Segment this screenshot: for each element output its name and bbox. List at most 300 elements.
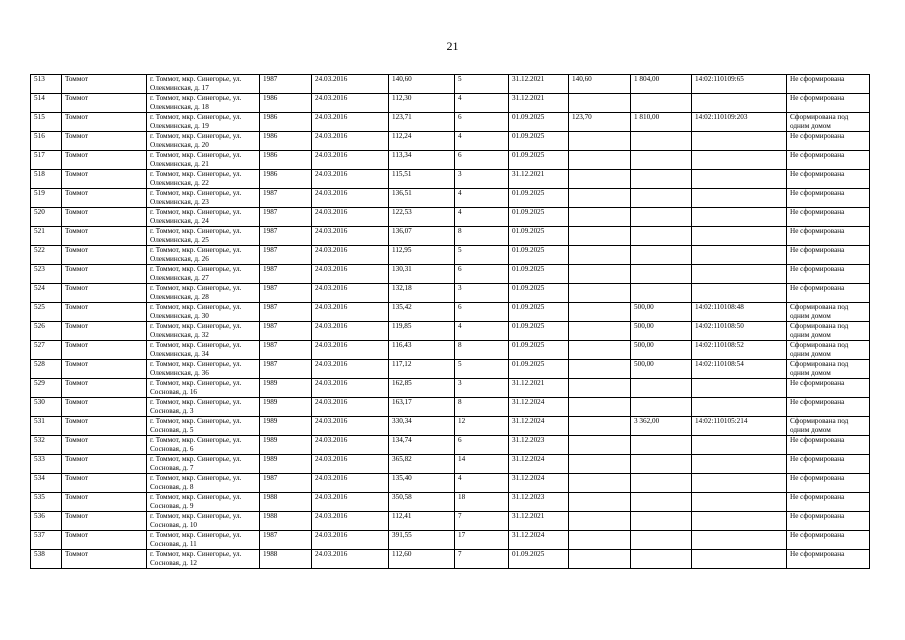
table-row xyxy=(31,246,870,265)
table-row xyxy=(31,265,870,284)
count-cell: 4 xyxy=(455,94,509,113)
city-cell: Томмот xyxy=(62,132,147,151)
table-row xyxy=(31,151,870,170)
cost-cell: 1 810,00 xyxy=(631,113,692,132)
count-cell: 7 xyxy=(455,512,509,531)
city-cell: Томмот xyxy=(62,398,147,417)
date-cell: 24.03.2016 xyxy=(312,493,389,512)
area-cell: 123,71 xyxy=(389,113,455,132)
row-number-cell: 532 xyxy=(31,436,62,455)
build-year-cell: 1987 xyxy=(260,75,312,94)
build-year-cell: 1987 xyxy=(260,360,312,379)
table-row xyxy=(31,436,870,455)
area-cell: 136,07 xyxy=(389,227,455,246)
city-cell: Томмот xyxy=(62,170,147,189)
deadline-cell: 01.09.2025 xyxy=(509,113,569,132)
date-cell: 24.03.2016 xyxy=(312,75,389,94)
row-number-cell: 514 xyxy=(31,94,62,113)
area-cell: 132,18 xyxy=(389,284,455,303)
deadline-cell: 01.09.2025 xyxy=(509,132,569,151)
address-cell: г. Томмот, мкр. Синегорье, ул. Олекминская, д. 24 xyxy=(147,208,260,227)
deadline-cell: 01.09.2025 xyxy=(509,322,569,341)
table-row xyxy=(31,531,870,550)
deadline-cell: 01.09.2025 xyxy=(509,341,569,360)
build-year-cell: 1988 xyxy=(260,550,312,569)
row-number-cell: 524 xyxy=(31,284,62,303)
cost-cell xyxy=(631,436,692,455)
date-cell: 24.03.2016 xyxy=(312,189,389,208)
cost-cell xyxy=(631,398,692,417)
area-cell: 115,51 xyxy=(389,170,455,189)
cadastral-number-cell: 14:02:110108:48 xyxy=(692,303,787,322)
date-cell: 24.03.2016 xyxy=(312,455,389,474)
cost-cell xyxy=(631,151,692,170)
build-year-cell: 1988 xyxy=(260,493,312,512)
land-area-cell xyxy=(569,341,631,360)
cadastral-number-cell xyxy=(692,512,787,531)
build-year-cell: 1987 xyxy=(260,227,312,246)
cadastral-number-cell: 14:02:110108:52 xyxy=(692,341,787,360)
row-number-cell: 513 xyxy=(31,75,62,94)
address-cell: г. Томмот, мкр. Синегорье, ул. Олекминская, д. 22 xyxy=(147,170,260,189)
row-number-cell: 538 xyxy=(31,550,62,569)
build-year-cell: 1987 xyxy=(260,303,312,322)
cost-cell xyxy=(631,94,692,113)
city-cell: Томмот xyxy=(62,474,147,493)
area-cell: 135,42 xyxy=(389,303,455,322)
area-cell: 112,60 xyxy=(389,550,455,569)
land-area-cell: 123,70 xyxy=(569,113,631,132)
date-cell: 24.03.2016 xyxy=(312,265,389,284)
area-cell: 112,30 xyxy=(389,94,455,113)
cost-cell: 500,00 xyxy=(631,360,692,379)
row-number-cell: 518 xyxy=(31,170,62,189)
cadastral-number-cell xyxy=(692,265,787,284)
area-cell: 365,82 xyxy=(389,455,455,474)
address-cell: г. Томмот, мкр. Синегорье, ул. Олекминская, д. 18 xyxy=(147,94,260,113)
deadline-cell: 31.12.2024 xyxy=(509,474,569,493)
land-area-cell xyxy=(569,474,631,493)
status-cell: Не сформирована xyxy=(787,455,870,474)
row-number-cell: 533 xyxy=(31,455,62,474)
status-cell: Не сформирована xyxy=(787,398,870,417)
land-area-cell xyxy=(569,436,631,455)
area-cell: 330,34 xyxy=(389,417,455,436)
area-cell: 136,51 xyxy=(389,189,455,208)
cadastral-number-cell: 14:02:110108:50 xyxy=(692,322,787,341)
land-area-cell xyxy=(569,531,631,550)
status-cell: Не сформирована xyxy=(787,550,870,569)
row-number-cell: 521 xyxy=(31,227,62,246)
row-number-cell: 536 xyxy=(31,512,62,531)
cost-cell xyxy=(631,455,692,474)
deadline-cell: 31.12.2021 xyxy=(509,75,569,94)
area-cell: 113,34 xyxy=(389,151,455,170)
address-cell: г. Томмот, мкр. Синегорье, ул. Олекминская, д. 20 xyxy=(147,132,260,151)
deadline-cell: 31.12.2024 xyxy=(509,417,569,436)
table-row xyxy=(31,341,870,360)
count-cell: 8 xyxy=(455,227,509,246)
city-cell: Томмот xyxy=(62,227,147,246)
count-cell: 4 xyxy=(455,208,509,227)
cadastral-number-cell xyxy=(692,531,787,550)
status-cell: Сформирована под одним домом xyxy=(787,360,870,379)
cadastral-number-cell xyxy=(692,246,787,265)
city-cell: Томмот xyxy=(62,284,147,303)
area-cell: 162,85 xyxy=(389,379,455,398)
status-cell: Сформирована под одним домом xyxy=(787,303,870,322)
count-cell: 3 xyxy=(455,170,509,189)
date-cell: 24.03.2016 xyxy=(312,550,389,569)
table-row xyxy=(31,189,870,208)
city-cell: Томмот xyxy=(62,322,147,341)
status-cell: Не сформирована xyxy=(787,512,870,531)
status-cell: Не сформирована xyxy=(787,265,870,284)
build-year-cell: 1987 xyxy=(260,284,312,303)
cost-cell xyxy=(631,170,692,189)
cadastral-number-cell xyxy=(692,170,787,189)
area-cell: 350,58 xyxy=(389,493,455,512)
land-area-cell xyxy=(569,284,631,303)
city-cell: Томмот xyxy=(62,493,147,512)
count-cell: 6 xyxy=(455,265,509,284)
area-cell: 119,85 xyxy=(389,322,455,341)
count-cell: 17 xyxy=(455,531,509,550)
status-cell: Не сформирована xyxy=(787,379,870,398)
deadline-cell: 31.12.2024 xyxy=(509,398,569,417)
status-cell: Не сформирована xyxy=(787,132,870,151)
address-cell: г. Томмот, мкр. Синегорье, ул. Олекминская, д. 25 xyxy=(147,227,260,246)
address-cell: г. Томмот, мкр. Синегорье, ул. Сосновая, д. 5 xyxy=(147,417,260,436)
land-area-cell xyxy=(569,132,631,151)
address-cell: г. Томмот, мкр. Синегорье, ул. Олекминская, д. 28 xyxy=(147,284,260,303)
count-cell: 8 xyxy=(455,398,509,417)
build-year-cell: 1987 xyxy=(260,208,312,227)
land-area-cell xyxy=(569,303,631,322)
deadline-cell: 31.12.2023 xyxy=(509,493,569,512)
cadastral-number-cell xyxy=(692,455,787,474)
row-number-cell: 527 xyxy=(31,341,62,360)
cost-cell xyxy=(631,531,692,550)
build-year-cell: 1987 xyxy=(260,246,312,265)
address-cell: г. Томмот, мкр. Синегорье, ул. Сосновая, д. 11 xyxy=(147,531,260,550)
deadline-cell: 01.09.2025 xyxy=(509,265,569,284)
city-cell: Томмот xyxy=(62,94,147,113)
deadline-cell: 01.09.2025 xyxy=(509,246,569,265)
status-cell: Не сформирована xyxy=(787,227,870,246)
build-year-cell: 1986 xyxy=(260,132,312,151)
city-cell: Томмот xyxy=(62,265,147,284)
status-cell: Не сформирована xyxy=(787,531,870,550)
date-cell: 24.03.2016 xyxy=(312,113,389,132)
date-cell: 24.03.2016 xyxy=(312,398,389,417)
table-row xyxy=(31,132,870,151)
build-year-cell: 1986 xyxy=(260,151,312,170)
deadline-cell: 31.12.2021 xyxy=(509,512,569,531)
cost-cell xyxy=(631,512,692,531)
address-cell: г. Томмот, мкр. Синегорье, ул. Сосновая, д. 16 xyxy=(147,379,260,398)
cost-cell xyxy=(631,246,692,265)
address-cell: г. Томмот, мкр. Синегорье, ул. Сосновая, д. 7 xyxy=(147,455,260,474)
count-cell: 4 xyxy=(455,474,509,493)
deadline-cell: 31.12.2024 xyxy=(509,531,569,550)
city-cell: Томмот xyxy=(62,417,147,436)
city-cell: Томмот xyxy=(62,151,147,170)
table-row xyxy=(31,379,870,398)
status-cell: Не сформирована xyxy=(787,94,870,113)
count-cell: 4 xyxy=(455,322,509,341)
table-row xyxy=(31,398,870,417)
status-cell: Не сформирована xyxy=(787,436,870,455)
city-cell: Томмот xyxy=(62,455,147,474)
deadline-cell: 31.12.2024 xyxy=(509,455,569,474)
deadline-cell: 01.09.2025 xyxy=(509,303,569,322)
cadastral-number-cell xyxy=(692,151,787,170)
count-cell: 18 xyxy=(455,493,509,512)
table-row xyxy=(31,75,870,94)
cadastral-number-cell xyxy=(692,379,787,398)
row-number-cell: 517 xyxy=(31,151,62,170)
build-year-cell: 1987 xyxy=(260,531,312,550)
cost-cell xyxy=(631,284,692,303)
table-row xyxy=(31,303,870,322)
status-cell: Сформирована под одним домом xyxy=(787,113,870,132)
build-year-cell: 1987 xyxy=(260,474,312,493)
build-year-cell: 1986 xyxy=(260,94,312,113)
cadastral-number-cell: 14:02:110109:203 xyxy=(692,113,787,132)
cost-cell xyxy=(631,379,692,398)
page-number: 21 xyxy=(446,39,459,53)
land-area-cell xyxy=(569,265,631,284)
table-row xyxy=(31,284,870,303)
city-cell: Томмот xyxy=(62,75,147,94)
build-year-cell: 1987 xyxy=(260,265,312,284)
row-number-cell: 522 xyxy=(31,246,62,265)
cost-cell xyxy=(631,265,692,284)
address-cell: г. Томмот, мкр. Синегорье, ул. Олекминская, д. 34 xyxy=(147,341,260,360)
land-area-cell xyxy=(569,398,631,417)
deadline-cell: 31.12.2021 xyxy=(509,94,569,113)
cadastral-number-cell: 14:02:110105:214 xyxy=(692,417,787,436)
table-row xyxy=(31,493,870,512)
land-area-cell xyxy=(569,227,631,246)
status-cell: Сформирована под одним домом xyxy=(787,322,870,341)
address-cell: г. Томмот, мкр. Синегорье, ул. Сосновая, д. 9 xyxy=(147,493,260,512)
deadline-cell: 01.09.2025 xyxy=(509,284,569,303)
table-row xyxy=(31,94,870,113)
count-cell: 5 xyxy=(455,75,509,94)
count-cell: 6 xyxy=(455,303,509,322)
cost-cell xyxy=(631,227,692,246)
address-cell: г. Томмот, мкр. Синегорье, ул. Сосновая, д. 10 xyxy=(147,512,260,531)
address-cell: г. Томмот, мкр. Синегорье, ул. Олекминская, д. 27 xyxy=(147,265,260,284)
cost-cell: 500,00 xyxy=(631,322,692,341)
cost-cell xyxy=(631,550,692,569)
status-cell: Не сформирована xyxy=(787,208,870,227)
date-cell: 24.03.2016 xyxy=(312,360,389,379)
cadastral-number-cell: 14:02:110109:65 xyxy=(692,75,787,94)
deadline-cell: 31.12.2021 xyxy=(509,170,569,189)
table-row xyxy=(31,113,870,132)
land-area-cell xyxy=(569,550,631,569)
land-area-cell: 140,60 xyxy=(569,75,631,94)
count-cell: 7 xyxy=(455,550,509,569)
build-year-cell: 1988 xyxy=(260,512,312,531)
area-cell: 112,24 xyxy=(389,132,455,151)
cost-cell xyxy=(631,132,692,151)
status-cell: Сформирована под одним домом xyxy=(787,341,870,360)
address-cell: г. Томмот, мкр. Синегорье, ул. Олекминская, д. 32 xyxy=(147,322,260,341)
row-number-cell: 535 xyxy=(31,493,62,512)
city-cell: Томмот xyxy=(62,303,147,322)
land-area-cell xyxy=(569,151,631,170)
address-cell: г. Томмот, мкр. Синегорье, ул. Олекминская, д. 26 xyxy=(147,246,260,265)
build-year-cell: 1989 xyxy=(260,455,312,474)
row-number-cell: 516 xyxy=(31,132,62,151)
land-area-cell xyxy=(569,379,631,398)
date-cell: 24.03.2016 xyxy=(312,417,389,436)
cost-cell: 3 362,00 xyxy=(631,417,692,436)
deadline-cell: 01.09.2025 xyxy=(509,360,569,379)
cost-cell xyxy=(631,493,692,512)
table-row xyxy=(31,170,870,189)
date-cell: 24.03.2016 xyxy=(312,170,389,189)
build-year-cell: 1989 xyxy=(260,379,312,398)
table-row xyxy=(31,227,870,246)
city-cell: Томмот xyxy=(62,246,147,265)
cadastral-number-cell xyxy=(692,94,787,113)
cost-cell xyxy=(631,474,692,493)
cadastral-number-cell xyxy=(692,189,787,208)
city-cell: Томмот xyxy=(62,550,147,569)
deadline-cell: 01.09.2025 xyxy=(509,151,569,170)
table-row xyxy=(31,512,870,531)
land-area-cell xyxy=(569,94,631,113)
area-cell: 112,41 xyxy=(389,512,455,531)
address-cell: г. Томмот, мкр. Синегорье, ул. Сосновая, д. 8 xyxy=(147,474,260,493)
build-year-cell: 1986 xyxy=(260,113,312,132)
count-cell: 6 xyxy=(455,436,509,455)
row-number-cell: 525 xyxy=(31,303,62,322)
row-number-cell: 529 xyxy=(31,379,62,398)
deadline-cell: 31.12.2023 xyxy=(509,436,569,455)
deadline-cell: 31.12.2021 xyxy=(509,379,569,398)
build-year-cell: 1986 xyxy=(260,170,312,189)
address-cell: г. Томмот, мкр. Синегорье, ул. Сосновая, д. 12 xyxy=(147,550,260,569)
area-cell: 130,31 xyxy=(389,265,455,284)
cadastral-number-cell xyxy=(692,436,787,455)
deadline-cell: 01.09.2025 xyxy=(509,189,569,208)
cost-cell xyxy=(631,189,692,208)
cadastral-number-cell xyxy=(692,398,787,417)
row-number-cell: 526 xyxy=(31,322,62,341)
date-cell: 24.03.2016 xyxy=(312,132,389,151)
table-body xyxy=(31,75,870,569)
cost-cell: 1 804,00 xyxy=(631,75,692,94)
area-cell: 116,43 xyxy=(389,341,455,360)
count-cell: 8 xyxy=(455,341,509,360)
build-year-cell: 1989 xyxy=(260,398,312,417)
area-cell: 122,53 xyxy=(389,208,455,227)
status-cell: Не сформирована xyxy=(787,75,870,94)
city-cell: Томмот xyxy=(62,436,147,455)
deadline-cell: 01.09.2025 xyxy=(509,550,569,569)
city-cell: Томмот xyxy=(62,360,147,379)
housing-table xyxy=(30,74,870,569)
area-cell: 112,95 xyxy=(389,246,455,265)
address-cell: г. Томмот, мкр. Синегорье, ул. Сосновая, д. 3 xyxy=(147,398,260,417)
cadastral-number-cell xyxy=(692,550,787,569)
table-row xyxy=(31,360,870,379)
land-area-cell xyxy=(569,455,631,474)
land-area-cell xyxy=(569,493,631,512)
row-number-cell: 534 xyxy=(31,474,62,493)
count-cell: 3 xyxy=(455,379,509,398)
row-number-cell: 523 xyxy=(31,265,62,284)
date-cell: 24.03.2016 xyxy=(312,474,389,493)
area-cell: 163,17 xyxy=(389,398,455,417)
status-cell: Сформирована под одним домом xyxy=(787,417,870,436)
status-cell: Не сформирована xyxy=(787,474,870,493)
status-cell: Не сформирована xyxy=(787,189,870,208)
status-cell: Не сформирована xyxy=(787,284,870,303)
area-cell: 135,40 xyxy=(389,474,455,493)
table-row xyxy=(31,208,870,227)
date-cell: 24.03.2016 xyxy=(312,512,389,531)
area-cell: 117,12 xyxy=(389,360,455,379)
count-cell: 5 xyxy=(455,246,509,265)
count-cell: 6 xyxy=(455,113,509,132)
cadastral-number-cell xyxy=(692,474,787,493)
date-cell: 24.03.2016 xyxy=(312,246,389,265)
date-cell: 24.03.2016 xyxy=(312,284,389,303)
date-cell: 24.03.2016 xyxy=(312,303,389,322)
cost-cell xyxy=(631,208,692,227)
build-year-cell: 1989 xyxy=(260,417,312,436)
cadastral-number-cell xyxy=(692,132,787,151)
count-cell: 3 xyxy=(455,284,509,303)
date-cell: 24.03.2016 xyxy=(312,208,389,227)
city-cell: Томмот xyxy=(62,379,147,398)
table-row xyxy=(31,322,870,341)
row-number-cell: 530 xyxy=(31,398,62,417)
cost-cell: 500,00 xyxy=(631,303,692,322)
address-cell: г. Томмот, мкр. Синегорье, ул. Олекминская, д. 21 xyxy=(147,151,260,170)
status-cell: Не сформирована xyxy=(787,493,870,512)
land-area-cell xyxy=(569,512,631,531)
area-cell: 391,55 xyxy=(389,531,455,550)
city-cell: Томмот xyxy=(62,113,147,132)
land-area-cell xyxy=(569,360,631,379)
row-number-cell: 515 xyxy=(31,113,62,132)
cost-cell: 500,00 xyxy=(631,341,692,360)
count-cell: 4 xyxy=(455,132,509,151)
date-cell: 24.03.2016 xyxy=(312,151,389,170)
status-cell: Не сформирована xyxy=(787,246,870,265)
count-cell: 14 xyxy=(455,455,509,474)
address-cell: г. Томмот, мкр. Синегорье, ул. Олекминская, д. 23 xyxy=(147,189,260,208)
cadastral-number-cell xyxy=(692,227,787,246)
build-year-cell: 1987 xyxy=(260,341,312,360)
land-area-cell xyxy=(569,189,631,208)
cadastral-number-cell xyxy=(692,284,787,303)
row-number-cell: 519 xyxy=(31,189,62,208)
date-cell: 24.03.2016 xyxy=(312,379,389,398)
count-cell: 12 xyxy=(455,417,509,436)
date-cell: 24.03.2016 xyxy=(312,341,389,360)
cadastral-number-cell: 14:02:110108:54 xyxy=(692,360,787,379)
cadastral-number-cell xyxy=(692,493,787,512)
